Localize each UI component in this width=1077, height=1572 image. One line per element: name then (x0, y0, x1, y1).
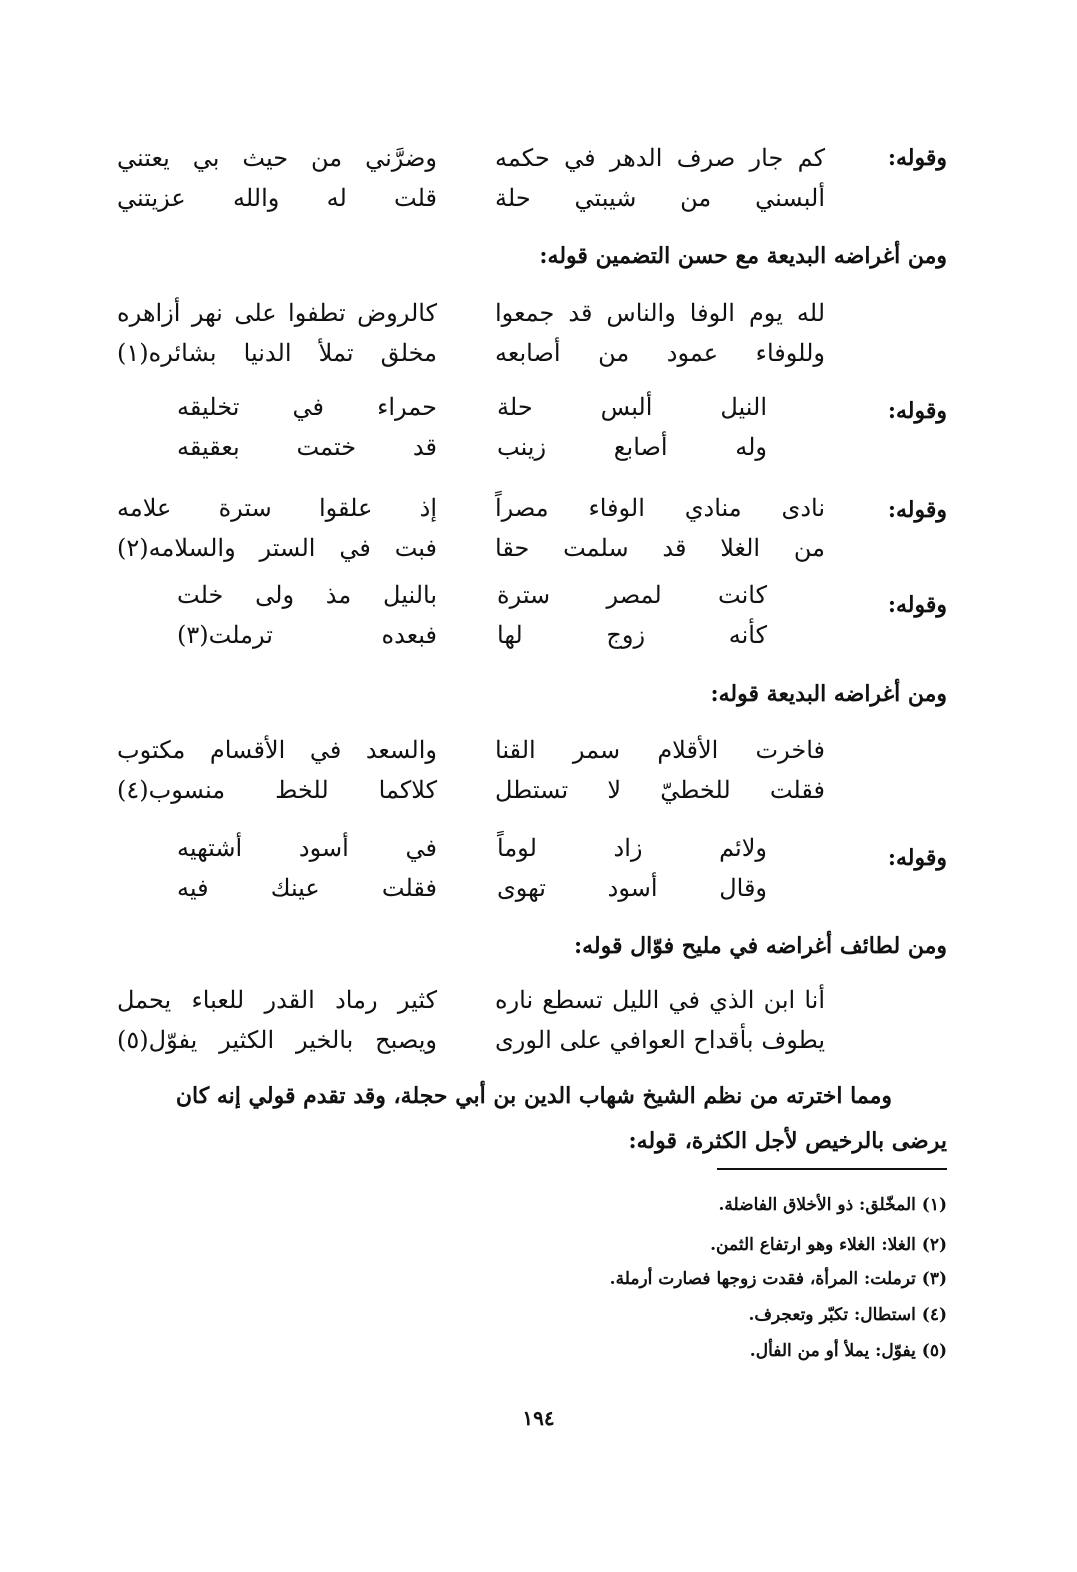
verse-first-hemistich: النيل ألبس حلة (497, 393, 767, 421)
verse-first-hemistich: كأنه زوج لها (497, 621, 767, 649)
intro-line: ومن أغراضه البديعة قوله: (710, 681, 947, 707)
verse-second-hemistich: قد ختمت بعقيقه (177, 433, 437, 461)
verse-second-hemistich: حمراء في تخليقه (177, 393, 437, 421)
verse-second-hemistich: وضرَّني من حيث بي يعتني (117, 144, 437, 172)
footnote: (٣) ترملت: المرأة، فقدت زوجها فصارت أرملة. (609, 1269, 947, 1289)
verse-second-hemistich: كثير رماد القدر للعباء يحمل (117, 986, 437, 1014)
verse-second-hemistich: مخلق تملأ الدنيا بشائره(١) (117, 339, 437, 367)
footnote: (٥) يفوّل: يملأ أو من الفأل. (749, 1341, 947, 1361)
intro-line: ومن لطائف أغراضه في مليح فوّال قوله: (573, 933, 947, 959)
verse-first-hemistich: أنا ابن الذي في الليل تسطع ناره (495, 986, 825, 1014)
verse-label: وقوله: (887, 145, 947, 171)
footnote: (١) المخّلق: ذو الأخلاق الفاضلة. (718, 1195, 947, 1215)
verse-second-hemistich: فبعده ترملت(٣) (177, 621, 437, 649)
verse-first-hemistich: يطوف بأقداح العوافي على الورى (495, 1026, 825, 1054)
verse-second-hemistich: إذ علقوا سترة علامه (117, 494, 437, 522)
verse-first-hemistich: ولائم زاد لوماً (497, 834, 767, 862)
verse-label: وقوله: (887, 497, 947, 523)
verse-first-hemistich: فقلت للخطيّ لا تستطل (495, 776, 825, 804)
page-number: ١٩٤ (522, 1406, 555, 1430)
closing-paragraph-line: ومما اخترته من نظم الشيخ شهاب الدين بن أبي حجلة، وقد تقدم قولي إنه كان (175, 1083, 892, 1109)
closing-paragraph-line: يرضى بالرخيص لأجل الكثرة، قوله: (628, 1128, 947, 1154)
verse-second-hemistich: كالروض تطفوا على نهر أزاهره (117, 299, 437, 327)
verse-second-hemistich: والسعد في الأقسام مكتوب (117, 736, 437, 764)
verse-first-hemistich: كم جار صرف الدهر في حكمه (495, 144, 825, 172)
verse-second-hemistich: فقلت عينك فيه (177, 874, 437, 902)
footnote: (٢) الغلا: الغلاء وهو ارتفاع الثمن. (710, 1235, 947, 1255)
verse-second-hemistich: فبت في الستر والسلامه(٢) (117, 534, 437, 562)
verse-first-hemistich: وله أصابع زينب (497, 433, 767, 461)
verse-first-hemistich: من الغلا قد سلمت حقا (495, 534, 825, 562)
verse-first-hemistich: نادى منادي الوفاء مصراً (495, 494, 825, 522)
verse-second-hemistich: ويصبح بالخير الكثير يفوّل(٥) (117, 1026, 437, 1054)
verse-second-hemistich: كلاكما للخط منسوب(٤) (117, 776, 437, 804)
verse-first-hemistich: كانت لمصر سترة (497, 581, 767, 609)
verse-label: وقوله: (887, 398, 947, 424)
verse-first-hemistich: لله يوم الوفا والناس قد جمعوا (495, 299, 825, 327)
verse-first-hemistich: وقال أسود تهوى (497, 874, 767, 902)
verse-second-hemistich: بالنيل مذ ولى خلت (177, 581, 437, 609)
verse-second-hemistich: في أسود أشتهيه (177, 834, 437, 862)
intro-line: ومن أغراضه البديعة مع حسن التضمين قوله: (539, 243, 947, 269)
verse-second-hemistich: قلت له والله عزيتني (117, 184, 437, 212)
verse-first-hemistich: وللوفاء عمود من أصابعه (495, 339, 825, 367)
verse-first-hemistich: فاخرت الأقلام سمر القنا (495, 736, 825, 764)
footnote: (٤) استطال: تكبّر وتعجرف. (748, 1305, 947, 1325)
footnote-divider (717, 1168, 947, 1170)
verse-first-hemistich: ألبسني من شيبتي حلة (495, 184, 825, 212)
verse-label: وقوله: (887, 592, 947, 618)
verse-label: وقوله: (887, 845, 947, 871)
